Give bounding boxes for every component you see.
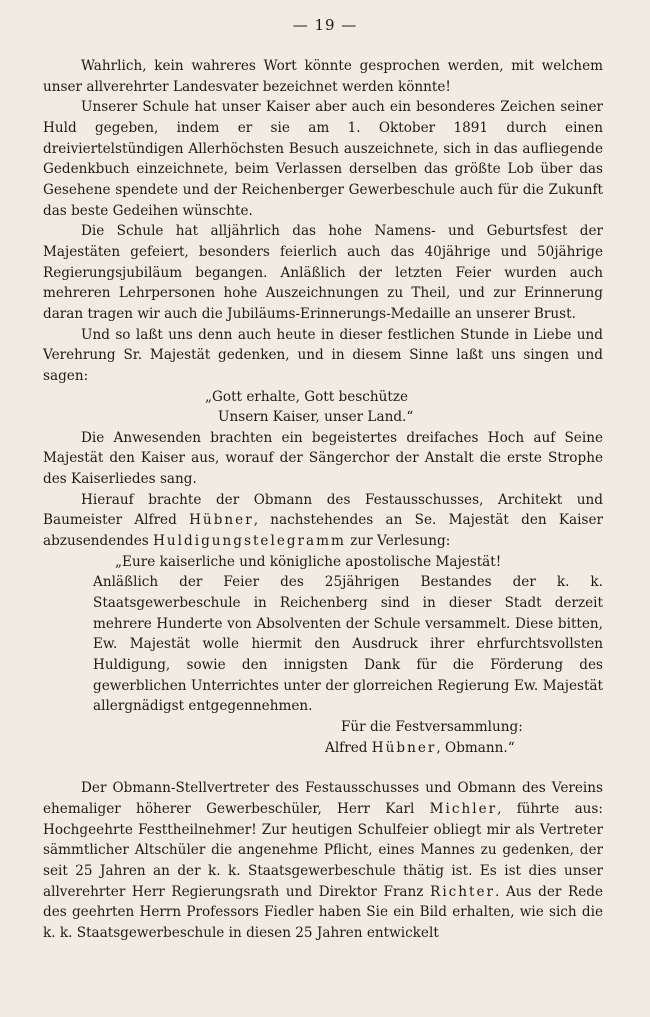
signature-first-name: Alfred <box>325 739 368 756</box>
paragraph-4: Und so laßt uns denn auch heute in dieser festlichen Stunde in Liebe und Verehrung Sr. Majestät gedenken, und in diesem Sinne laßt uns singen und sagen: <box>43 326 603 384</box>
paragraph-7-part-b: , führte aus: Hochgeehrte Festtheilnehmer! Zur heutigen Schulfeier obliegt mir als Vertreter sämmtlicher Altschüler die angenehme Pflicht, eines Mannes zu gedenken, der seit 25 Jahren an der k. k. Staatsgewerbeschule thätig ist. Es ist dies unser allverehrter Herr Regierungsrath und Direktor Franz <box>43 800 603 900</box>
paragraph-6-mid: , nachstehendes an Se. Majestät den Kaiser abzusendendes <box>43 512 603 550</box>
paragraph-6-start: Hierauf brachte der Obmann des Festausschusses, Architekt und Baumeister Alfred <box>43 491 603 529</box>
telegram-body: Anläßlich der Feier des 25jährigen Bestandes der k. k. Staatsgewerbeschule in Reichenberg sind in dieser Stadt derzeit mehrere Hunderte von Absolventen der Schule versammelt. Diese bitten, Ew. Majestät wolle hiermit den Ausdruck ihrer ehrfurchtsvollsten Huldigung, sowie den innigsten Dank für die Förderung des gewerblichen Unterrichtes unter der glorreichen Regierung Ew. Majestät allergnädigst entgegennehmen. <box>93 574 603 715</box>
paragraph-7-part-a: Der Obmann-Stellvertreter des Festausschusses und Obmann des Vereins ehemaliger höherer Gewerbeschüler, Herr Karl <box>43 780 603 817</box>
paragraph-5: Die Anwesenden brachten ein begeistertes dreifaches Hoch auf Seine Majestät den Kaiser aus, worauf der Sängerchor der Anstalt die erste Strophe des Kaiserliedes sang. <box>43 429 603 488</box>
signature-title: , Obmann.“ <box>436 739 515 756</box>
signature-surname: Hübner <box>371 739 437 756</box>
paragraph-7 <box>43 778 603 943</box>
page-number: — 19 — <box>292 16 358 34</box>
name-huebner: Hübner <box>189 512 254 529</box>
paragraph-3: Die Schule hat alljährlich das hohe Namens- und Geburtsfest der Majestäten gefeiert, besonders feierlich auch das 40jährige und 50jährige Regierungsjubiläum begangen. Anläßlich der letzten Feier wurden auch mehreren Lehrpersonen hohe Auszeichnungen zu Theil, und zur Erinnerung daran tragen wir auch die Jubiläums-Erinnerungs-Medaille an unserer Brust. <box>43 223 603 322</box>
telegram-salutation: „Eure kaiserliche und königliche apostolische Majestät! <box>115 553 502 570</box>
name-richter: Richter <box>430 883 496 900</box>
paragraph-7-part-c: . Aus der Rede des geehrten Herrn Professors Fiedler haben Sie ein Bild erhalten, wie sich die k. k. Staatsgewerbeschule in diesen 25 Jahren entwickelt <box>43 883 603 941</box>
page-body <box>43 56 603 944</box>
paragraph-6-end: zur Verlesung: <box>350 533 451 550</box>
term-huldigungstelegramm: Huldigungstelegramm <box>153 533 346 550</box>
telegram-signature-line-2 <box>43 738 603 759</box>
telegram-signature-line-1: Für die Festversammlung: <box>341 719 523 735</box>
paragraph-2: Unserer Schule hat unser Kaiser aber auch ein besonderes Zeichen seiner Huld gegeben, indem er sie am 1. Oktober 1891 durch einen dreiviertelstündigen Allerhöchsten Besuch auszeichnete, sich in das aufliegende Gedenkbuch einzeichnete, beim Verlassen derselben das größte Lob über das Gesehene spendete und der Reichenberger Gewerbeschule auch für die Zukunft das beste Gedeihen wünschte. <box>43 99 603 219</box>
name-michler: Michler <box>429 800 498 817</box>
paragraph-1: Wahrlich, kein wahreres Wort könnte gesprochen werden, mit welchem unser allverehrter Landesvater bezeichnet werden könnte! <box>43 58 603 95</box>
section-gap <box>43 758 603 778</box>
anthem-quote-line-1: „Gott erhalte, Gott beschütze <box>205 388 409 405</box>
paragraph-6 <box>43 490 603 552</box>
anthem-quote-line-2: Unsern Kaiser, unser Land.“ <box>218 409 414 426</box>
